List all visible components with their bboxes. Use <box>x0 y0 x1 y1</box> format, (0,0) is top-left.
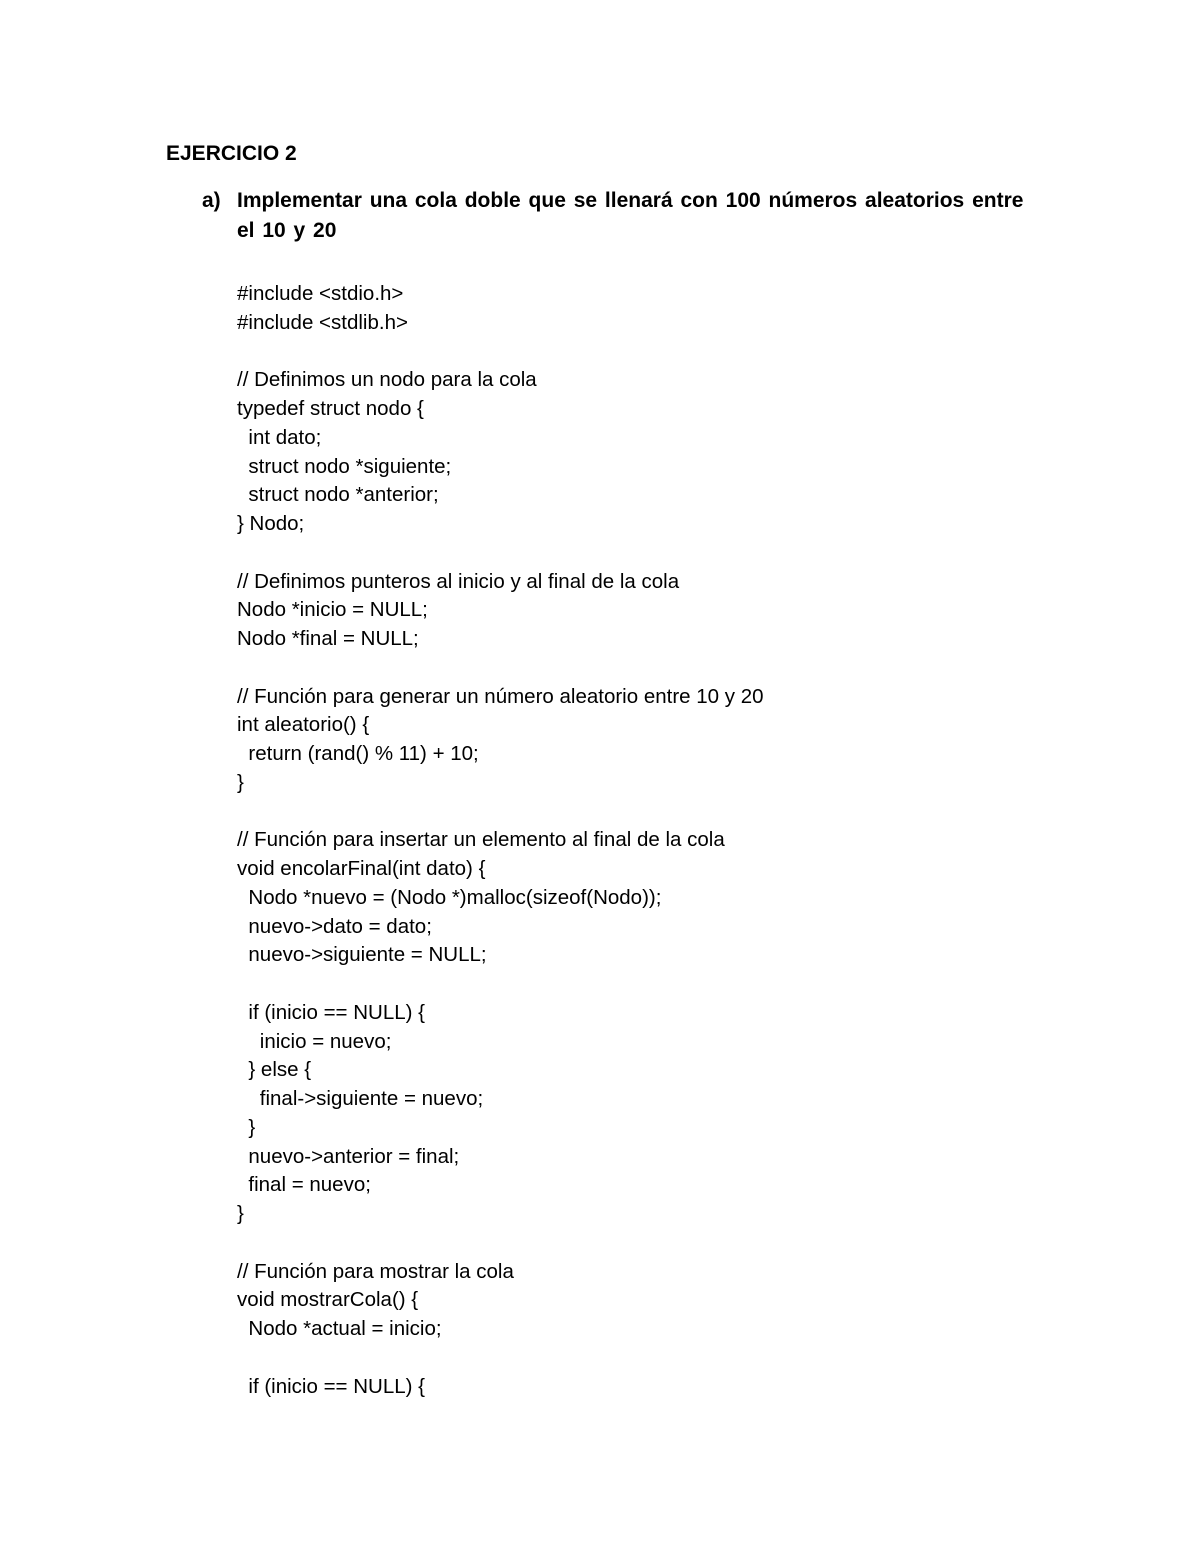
code-line <box>237 798 1137 827</box>
code-line: final = nuevo; <box>237 1173 371 1197</box>
code-line: nuevo->dato = dato; <box>237 914 432 938</box>
code-line: void mostrarCola() { <box>237 1288 419 1312</box>
code-line: nuevo->siguiente = NULL; <box>237 943 487 967</box>
code-line <box>237 338 1137 367</box>
code-line: int aleatorio() { <box>237 713 370 737</box>
code-line: // Definimos un nodo para la cola <box>237 368 537 392</box>
code-line <box>237 1229 1137 1258</box>
task-item <box>166 186 1046 246</box>
code-line: #include <stdio.h> <box>237 282 404 305</box>
code-line: if (inicio == NULL) { <box>237 1374 425 1398</box>
code-line: } else { <box>237 1058 312 1082</box>
code-line: #include <stdlib.h> <box>237 310 408 334</box>
task-statement: Implementar una cola doble que se llenará con 100 números aleatorios entre el 10 y 20 <box>237 189 1024 242</box>
code-line: nuevo->anterior = final; <box>237 1144 460 1168</box>
code-line: struct nodo *anterior; <box>237 483 439 507</box>
task-marker: a) <box>202 189 221 212</box>
code-line: if (inicio == NULL) { <box>237 1000 425 1024</box>
code-line: typedef struct nodo { <box>237 397 424 420</box>
code-line: } Nodo; <box>237 512 305 535</box>
code-line: } <box>237 770 244 794</box>
code-line: void encolarFinal(int dato) { <box>237 857 486 880</box>
code-line <box>237 654 1137 683</box>
code-block <box>237 280 1137 1401</box>
code-line: } <box>237 1202 244 1225</box>
code-line: Nodo *nuevo = (Nodo *)malloc(sizeof(Nodo)); <box>237 885 662 909</box>
code-line: inicio = nuevo; <box>237 1029 392 1053</box>
code-line: int dato; <box>237 425 322 449</box>
exercise-heading: EJERCICIO 2 <box>166 142 297 165</box>
code-line <box>237 970 1137 999</box>
code-line: Nodo *final = NULL; <box>237 627 419 650</box>
code-line <box>237 1344 1137 1373</box>
code-line: // Función para mostrar la cola <box>237 1259 514 1283</box>
code-line: // Función para generar un número aleatorio entre 10 y 20 <box>237 684 764 708</box>
code-line: struct nodo *siguiente; <box>237 454 452 478</box>
code-line: return (rand() % 11) + 10; <box>237 742 479 765</box>
code-line <box>237 539 1137 568</box>
code-line: final->siguiente = nuevo; <box>237 1087 484 1110</box>
code-line: // Función para insertar un elemento al final de la cola <box>237 828 725 852</box>
code-line: Nodo *actual = inicio; <box>237 1317 442 1340</box>
code-line: // Definimos punteros al inicio y al final de la cola <box>237 569 680 593</box>
code-line: Nodo *inicio = NULL; <box>237 598 428 622</box>
code-line: } <box>237 1115 256 1139</box>
